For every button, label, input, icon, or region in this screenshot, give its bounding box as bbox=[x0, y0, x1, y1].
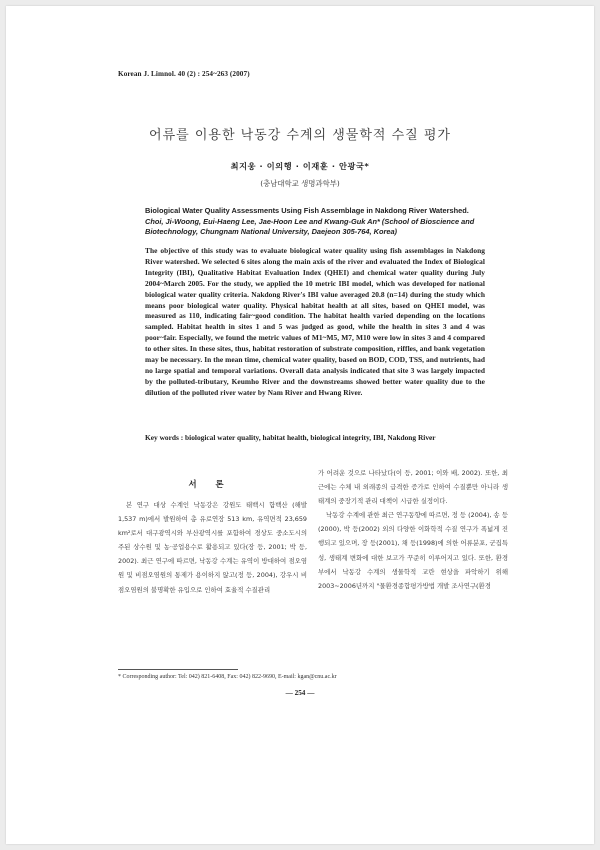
keywords bbox=[145, 433, 485, 444]
english-authors-affiliation: Choi, Ji-Woong, Eui-Haeng Lee, Jae-Hoon Lee and Kwang-Guk An* (School of Bioscience and Biotechnology, Chungnam National University, Daejeon 305-764, Korea) bbox=[145, 216, 475, 237]
body-paragraph: 낙동강 수계에 관한 최근 연구동향에 따르면, 정 등 (2004), 송 등(2000), 박 등(2002) 외의 다양한 이화학적 수질 연구가 폭넓게 진행되고 있으며, 장 등(2001), 채 등(1998)에 의한 어류분포, 군집특성, 생태계 변화에 대한 보고가 꾸준히 이루어지고 있다. 또한, 환경부에서 낙동강 수계의 생물학적 교란 현상을 파악하기 위해 2003~2006년까지 "물환경종합평가방법 개발 조사연구(환경 bbox=[318, 511, 508, 590]
body-paragraph: 가 어려운 것으로 나타났다(이 등, 2001; 이와 배, 2002). 또한, 최근에는 수체 내 외래종의 급격한 증가로 인하여 수질뿐만 아니라 생태계의 중장기적 관리 대책이 시급한 실정이다. bbox=[318, 469, 508, 506]
journal-page bbox=[6, 6, 594, 844]
body-right-column bbox=[318, 466, 508, 593]
korean-title: 어류를 이용한 낙동강 수계의 생물학적 수질 평가 bbox=[149, 128, 451, 143]
corresponding-author-footnote: * Corresponding author: Tel: 042) 821-6408, Fax: 042) 822-9690, E-mail: kgan@cnu.ac.kr bbox=[118, 674, 337, 680]
keywords-label: Key words : bbox=[145, 433, 184, 442]
body-left-column: 본 연구 대상 수계인 낙동강은 강원도 태백시 함백산 (해발 1,537 m)에서 발원하여 총 유로연장 513 km, 유역면적 23,659 km²로서 대구광역시와 부산광역시를 포함하여 경상도 중소도시의 주된 상수원 및 농·공업용수로 활용되고 있다(장 등, 2001; 박 등, 2002). 최근 연구에 따르면, 낙동강 수계는 유역이 방대하여 점오염원 및 비점오염원의 통제가 용이하지 않고(정 등, 2004), 강우시 비점오염원의 불명확한 유입으로 인하여 효율적 수질관리 bbox=[118, 501, 307, 594]
korean-affiliation: (충남대학교 생명과학부) bbox=[260, 179, 340, 188]
page-number: — 254 — bbox=[285, 689, 315, 697]
keywords-text: biological water quality, habitat health, biological integrity, IBI, Nakdong River bbox=[185, 433, 436, 442]
footnote-divider bbox=[118, 669, 238, 670]
abstract: The objective of this study was to evaluate biological water quality using fish assemblages in Nakdong River watershed. We selected 6 sites along the main axis of the river and evaluated the Index of Biological Integrity (IBI), Qualitative Habitat Evaluation Index (QHEI) and chemical water quality during July 2004~March 2005. For the study, we applied the 10 metric IBI model, which was developed for national biological water quality criteria. Nakdong River's IBI value averaged 20.8 (n=14) during the study which means poor biological water quality. Physical habitat health at all sites, based on QHEI model, was measured as 110, indicating fair~good condition. The habitat health varied depending on the locations sampled. Habitat health in sites 1 and 5 was judged as good, while the health in sites 3 and 4 was poor~fair. Especially, we found the metric values of M1~M5, M7, M10 were low in sites 3 and 4 compared to other sites. In these sites, thus, habitat restoration of substrate composition, riffles, and bank vegetation may be necessary. In the mean time, chemical water quality, based on BOD, COD, TSS, and nutrients, had no large spatial and temporal variations. Overall data analysis indicated that site 3 was largely impacted by the polluted-tributary, Keumho River and the downstreams showed better water quality due to the dilution of the polluted river water by Nam River and Hwang River. bbox=[145, 246, 485, 397]
english-title: Biological Water Quality Assessments Using Fish Assemblage in Nakdong River Watershed. bbox=[145, 206, 469, 215]
english-title-block bbox=[145, 206, 485, 238]
section-heading-introduction: 서 론 bbox=[188, 479, 232, 489]
journal-citation: Korean J. Limnol. 40 (2) : 254~263 (2007) bbox=[118, 70, 250, 78]
korean-authors: 최지웅 · 이의행 · 이재훈 · 안광국* bbox=[230, 161, 370, 171]
